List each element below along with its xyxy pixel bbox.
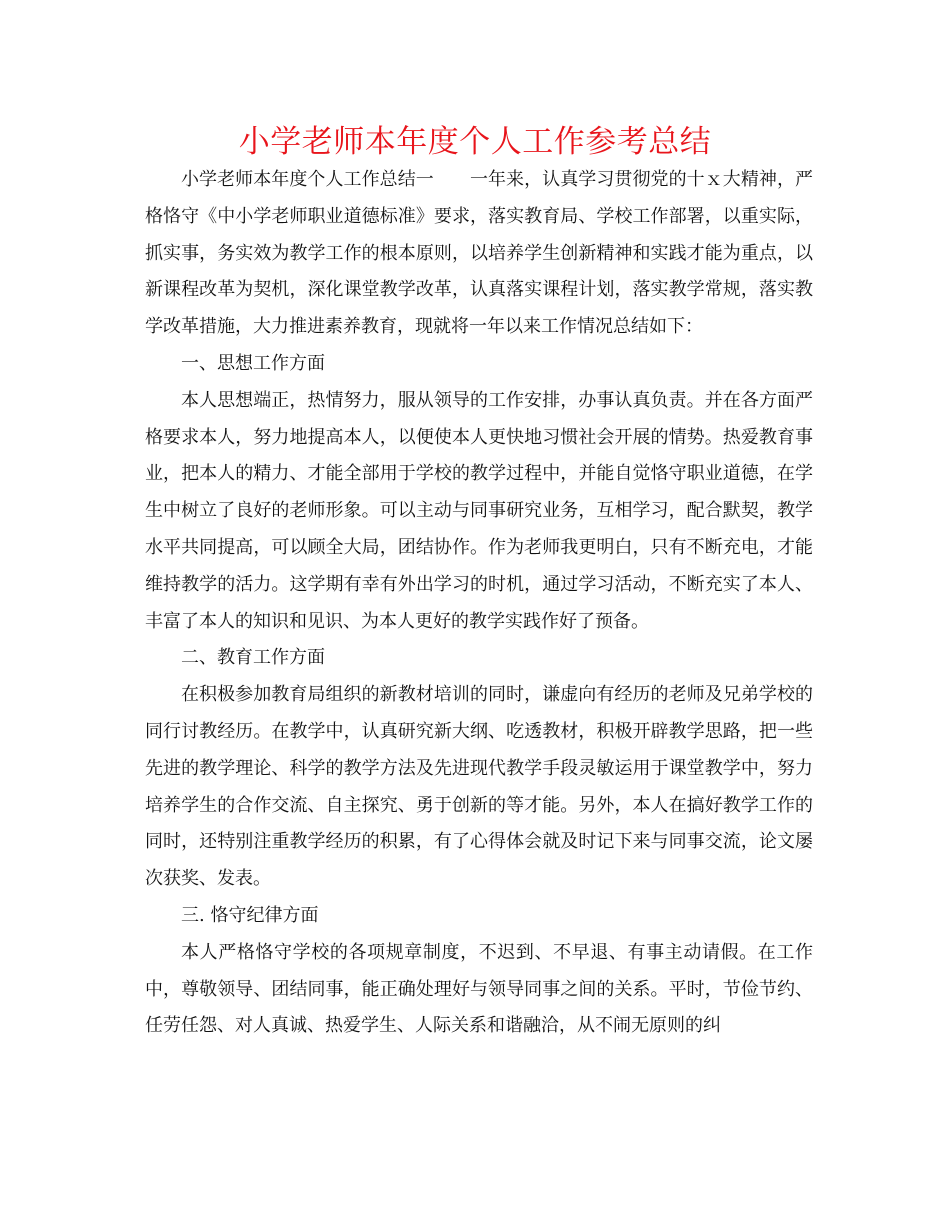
document-title: 小学老师本年度个人工作参考总结 xyxy=(238,124,712,160)
section-heading-thought: 一、思想工作方面 xyxy=(181,352,325,374)
thought-paragraph: 本人思想端正，热情努力，服从领导的工作安排，办事认真负责。并在各方面严格要求本人，努力地提高本人，以便使本人更快地习惯社会开展的情势。热爱教育事业，把本人的精力、才能全部用于学校的教学过程中，并能自觉恪守职业道德，在学生中树立了良好的老师形象。可以主动与同事研究业务，互相学习，配合默契，教学水平共同提高，可以顾全大局，团结协作。作为老师我更明白，只有不断充电，才能维持教学的活力。这学期有幸有外出学习的时机，通过学习活动，不断充实了本人、丰富了本人的知识和见识、为本人更好的教学实践作好了预备。 xyxy=(145,389,813,632)
teaching-paragraph: 在积极参加教育局组织的新教材培训的同时，谦虚向有经历的老师及兄弟学校的同行讨教经历。在教学中，认真研究新大纲、吃透教材，积极开辟教学思路，把一些先进的教学理论、科学的教学方法及先进现代教学手段灵敏运用于课堂教学中，努力培养学生的合作交流、自主探究、勇于创新的等才能。另外，本人在搞好教学工作的同时，还特别注重教学经历的积累，有了心得体会就及时记下来与同事交流，论文屡次获奖、发表。 xyxy=(145,684,813,890)
intro-paragraph: 小学老师本年度个人工作总结一 一年来，认真学习贯彻党的十ｘ大精神，严格恪守《中小学老师职业道德标准》要求，落实教育局、学校工作部署，以重实际，抓实事，务实效为教学工作的根本原则，以培养学生创新精神和实践才能为重点，以新课程改革为契机，深化课堂教学改革，认真落实课程计划，落实教学常规，落实教学改革措施，大力推进素养教育，现就将一年以来工作情况总结如下： xyxy=(145,169,813,338)
section-heading-discipline: 三. 恪守纪律方面 xyxy=(181,904,319,926)
document-body xyxy=(145,162,813,1045)
discipline-paragraph: 本人严格恪守学校的各项规章制度，不迟到、不早退、有事主动请假。在工作中，尊敬领导、团结同事，能正确处理好与领导同事之间的关系。平时，节俭节约、任劳任怨、对人真诚、热爱学生、人际关系和谐融洽，从不闹无原则的纠 xyxy=(145,941,813,1037)
section-heading-teaching: 二、教育工作方面 xyxy=(181,647,325,669)
